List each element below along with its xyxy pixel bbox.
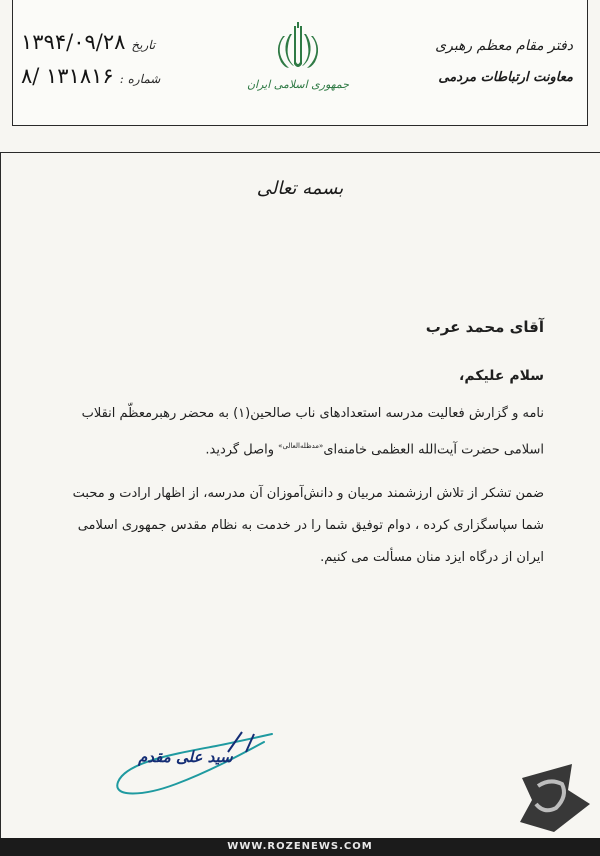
source-url[interactable]: WWW.ROZENEWS.COM	[0, 838, 600, 856]
greeting: سلام علیکم،	[459, 368, 544, 384]
national-emblem	[243, 22, 353, 91]
paragraph-1	[52, 398, 544, 466]
date-value: ۱۳۹۴/۰۹/۲۸	[21, 30, 126, 54]
country-name: جمهوری اسلامی ایران	[246, 78, 350, 91]
office-name: دفتر مقام معظم رهبری	[435, 38, 573, 54]
date-row	[21, 30, 191, 64]
signature	[104, 712, 304, 802]
paragraph-2: ضمن تشکر از تلاش ارزشمند مربیان و دانش‌آموزان آن مدرسه، از اظهار ارادت و محبت شما سپاسگزاری کرده ، دوام توفیق شما را در خدمت به نظام مقدس جمهوری اسلامی ایران از درگاه ایزد منان مسألت می کنیم.	[72, 486, 544, 566]
basmala: بسمه تعالی	[256, 178, 344, 199]
letter-body	[52, 318, 544, 574]
honorific: «مدظله‌العالی»	[278, 442, 324, 450]
number-row	[21, 64, 191, 98]
date-label: تاریخ	[131, 38, 156, 52]
reference-block	[21, 30, 191, 98]
paragraph-1-part-2: واصل گردید.	[205, 442, 275, 458]
rozenews-watermark-icon	[510, 760, 596, 836]
signature-name: سید علی مقدم	[138, 748, 233, 766]
recipient: آقای محمد عرب	[425, 318, 544, 336]
paragraph-1-part-1: نامه و گزارش فعالیت مدرسه استعدادهای ناب صالحین(۱) به محضر رهبرمعظّم انقلاب اسلامی حضرت آیت‌الله العظمی خامنه‌ای	[81, 406, 544, 458]
number-value: ۸/ ۱۳۱۸۱۶	[21, 64, 114, 88]
iran-emblem-icon	[270, 22, 326, 72]
number-label: شماره :	[119, 72, 161, 86]
office-department: معاونت ارتباطات مردمی	[438, 70, 573, 85]
letterhead	[12, 0, 588, 126]
office-block	[393, 34, 573, 85]
